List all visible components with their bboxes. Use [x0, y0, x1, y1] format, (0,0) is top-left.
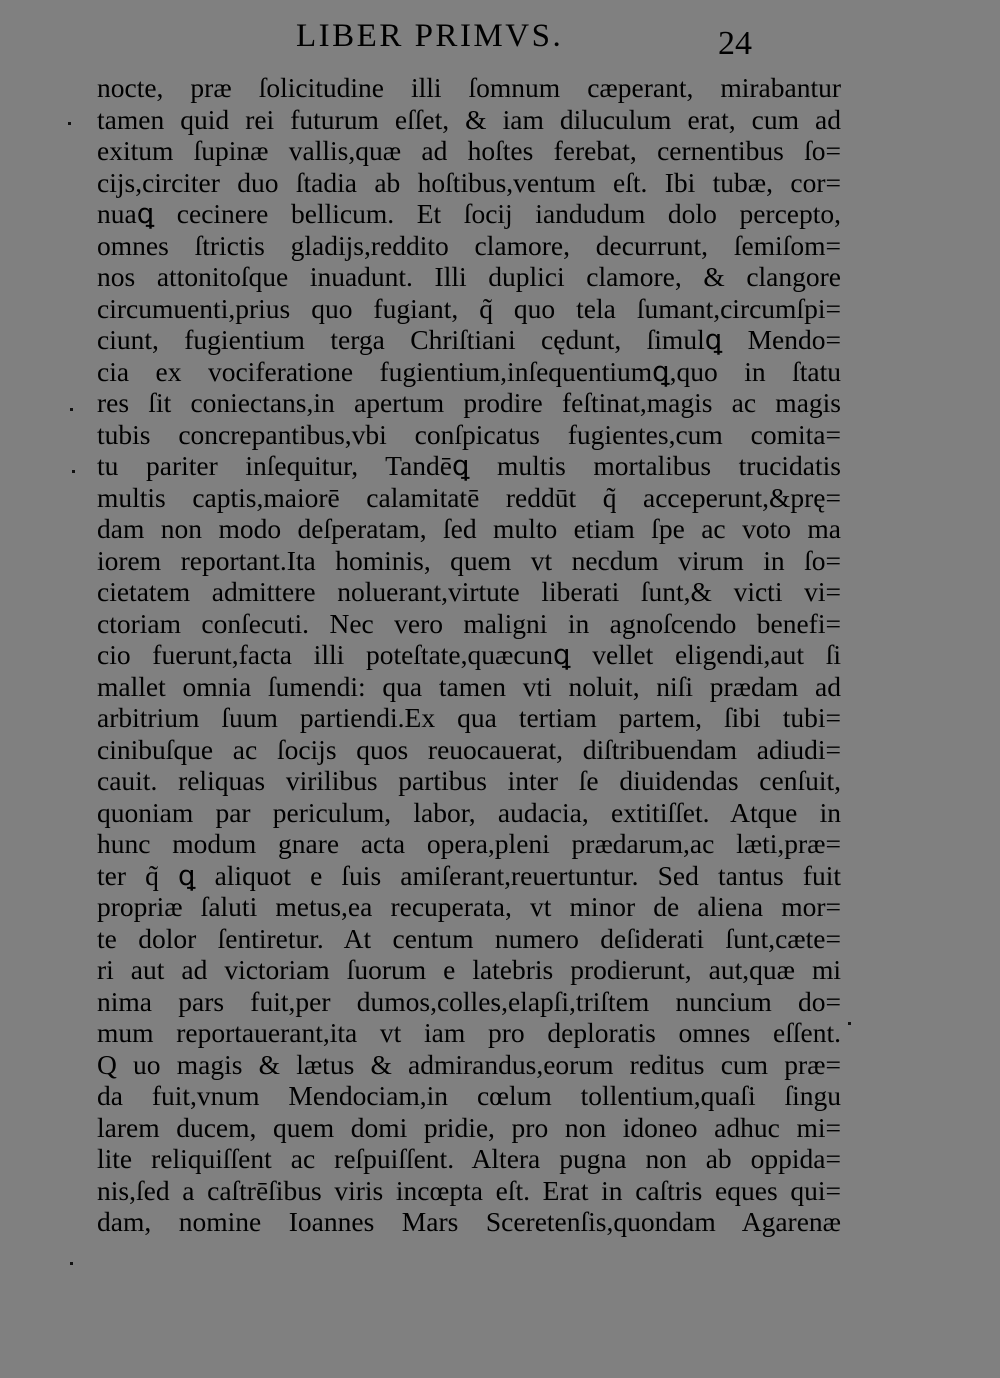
- margin-speck: [72, 470, 75, 473]
- text-line: arbitrium ſuum partiendi.Ex qua tertiam partem, ſibi tubi=: [97, 702, 841, 733]
- page-number: 24: [718, 25, 752, 62]
- text-line: dam, nomine Ioannes Mars Sceretenſis,quondam Agarenæ: [97, 1206, 841, 1237]
- text-line: nima pars fuit,per dumos,colles,elapſi,triſtem nuncium do=: [97, 985, 841, 1017]
- text-line: ciunt, fugientium terga Chriſtiani cędunt, ſimulꝗ Mendo=: [97, 324, 841, 355]
- margin-speck: [70, 1262, 73, 1265]
- text-line: hunc modum gnare acta opera,pleni prædarum,ac læti,præ=: [97, 828, 841, 859]
- text-line: lite reliquiſſent ac reſpuiſſent. Altera pugna non ab oppida=: [97, 1143, 841, 1174]
- text-line: tubis concrepantibus,vbi conſpicatus fugientes,cum comita=: [97, 418, 841, 450]
- running-title: LIBER PRIMVS.: [296, 18, 564, 54]
- text-line: cia ex vociferatione fugientium,inſequentiumꝗ,quo in ſtatu: [97, 355, 841, 387]
- text-line: larem ducem, quem domi pridie, pro non idoneo adhuc mi=: [97, 1111, 841, 1143]
- text-line: da fuit,vnum Mendociam,in cœlum tollentium,quaſi ſingu: [97, 1080, 841, 1111]
- text-line: mallet omnia ſumendi: qua tamen vti noluit, niſi prædam ad: [97, 670, 841, 702]
- text-line: omnes ſtrictis gladijs,reddito clamore, decurrunt, ſemiſom=: [97, 229, 841, 261]
- body-text: [97, 72, 841, 1238]
- text-line: nis,ſed a caſtrēſibus viris incœpta eſt. Erat in caſtris eques qui=: [97, 1174, 841, 1206]
- margin-speck: [848, 1022, 851, 1025]
- text-line: cauit. reliquas virilibus partibus inter ſe diuidendas cenſuit,: [97, 765, 841, 796]
- text-line: dam non modo deſperatam, ſed multo etiam ſpe ac voto ma: [97, 513, 841, 544]
- text-line: mum reportauerant,ita vt iam pro deploratis omnes eſſent.: [97, 1017, 841, 1048]
- text-line: nuaꝗ cecinere bellicum. Et ſocij iandudum dolo percepto,: [97, 198, 841, 229]
- text-line: nos attonitoſque inuadunt. Illi duplici clamore, & clangore: [97, 261, 841, 292]
- text-line: multis captis,maiorē calamitatē reddūt q̃ acceperunt,&prę=: [97, 481, 841, 513]
- text-line: ter q̃ ꝗ aliquot e ſuis amiſerant,reuertuntur. Sed tantus fuit: [97, 859, 841, 891]
- margin-speck: [68, 122, 71, 125]
- text-line: circumuenti,prius quo fugiant, q̃ quo tela ſumant,circumſpi=: [97, 292, 841, 324]
- text-line: Q uo magis & lætus & admirandus,eorum reditus cum præ=: [97, 1048, 841, 1080]
- text-line: cio fuerunt,facta illi poteſtate,quæcunꝗ vellet eligendi,aut ſi: [97, 639, 841, 670]
- text-line: cietatem admittere noluerant,virtute liberati ſunt,& victi vi=: [97, 576, 841, 607]
- text-line: quoniam par periculum, labor, audacia, extitiſſet. Atque in: [97, 796, 841, 828]
- text-line: cinibuſque ac ſocijs quos reuocauerat, diſtribuendam adiudi=: [97, 733, 841, 765]
- text-line: res ſit coniectans,in apertum prodire feſtinat,magis ac magis: [97, 387, 841, 418]
- text-line: cijs,circiter duo ſtadia ab hoſtibus,ventum eſt. Ibi tubæ, cor=: [97, 166, 841, 198]
- margin-speck: [70, 408, 73, 411]
- text-line: tamen quid rei futurum eſſet, & iam diluculum erat, cum ad: [97, 103, 841, 135]
- text-line: iorem reportant.Ita hominis, quem vt necdum virum in ſo=: [97, 544, 841, 576]
- text-line: exitum ſupinæ vallis,quæ ad hoſtes ferebat, cernentibus ſo=: [97, 135, 841, 166]
- text-line: ctoriam conſecuti. Nec vero maligni in agnoſcendo benefi=: [97, 607, 841, 639]
- text-line: propriæ ſaluti metus,ea recuperata, vt minor de aliena mor=: [97, 891, 841, 922]
- text-line: te dolor ſentiretur. At centum numero deſiderati ſunt,cæte=: [97, 922, 841, 954]
- text-line: nocte, præ ſolicitudine illi ſomnum cæperant, mirabantur: [97, 72, 841, 103]
- text-line: tu pariter inſequitur, Tandēꝗ multis mortalibus trucidatis: [97, 450, 841, 481]
- text-line: ri aut ad victoriam ſuorum e latebris prodierunt, aut,quæ mi: [97, 954, 841, 985]
